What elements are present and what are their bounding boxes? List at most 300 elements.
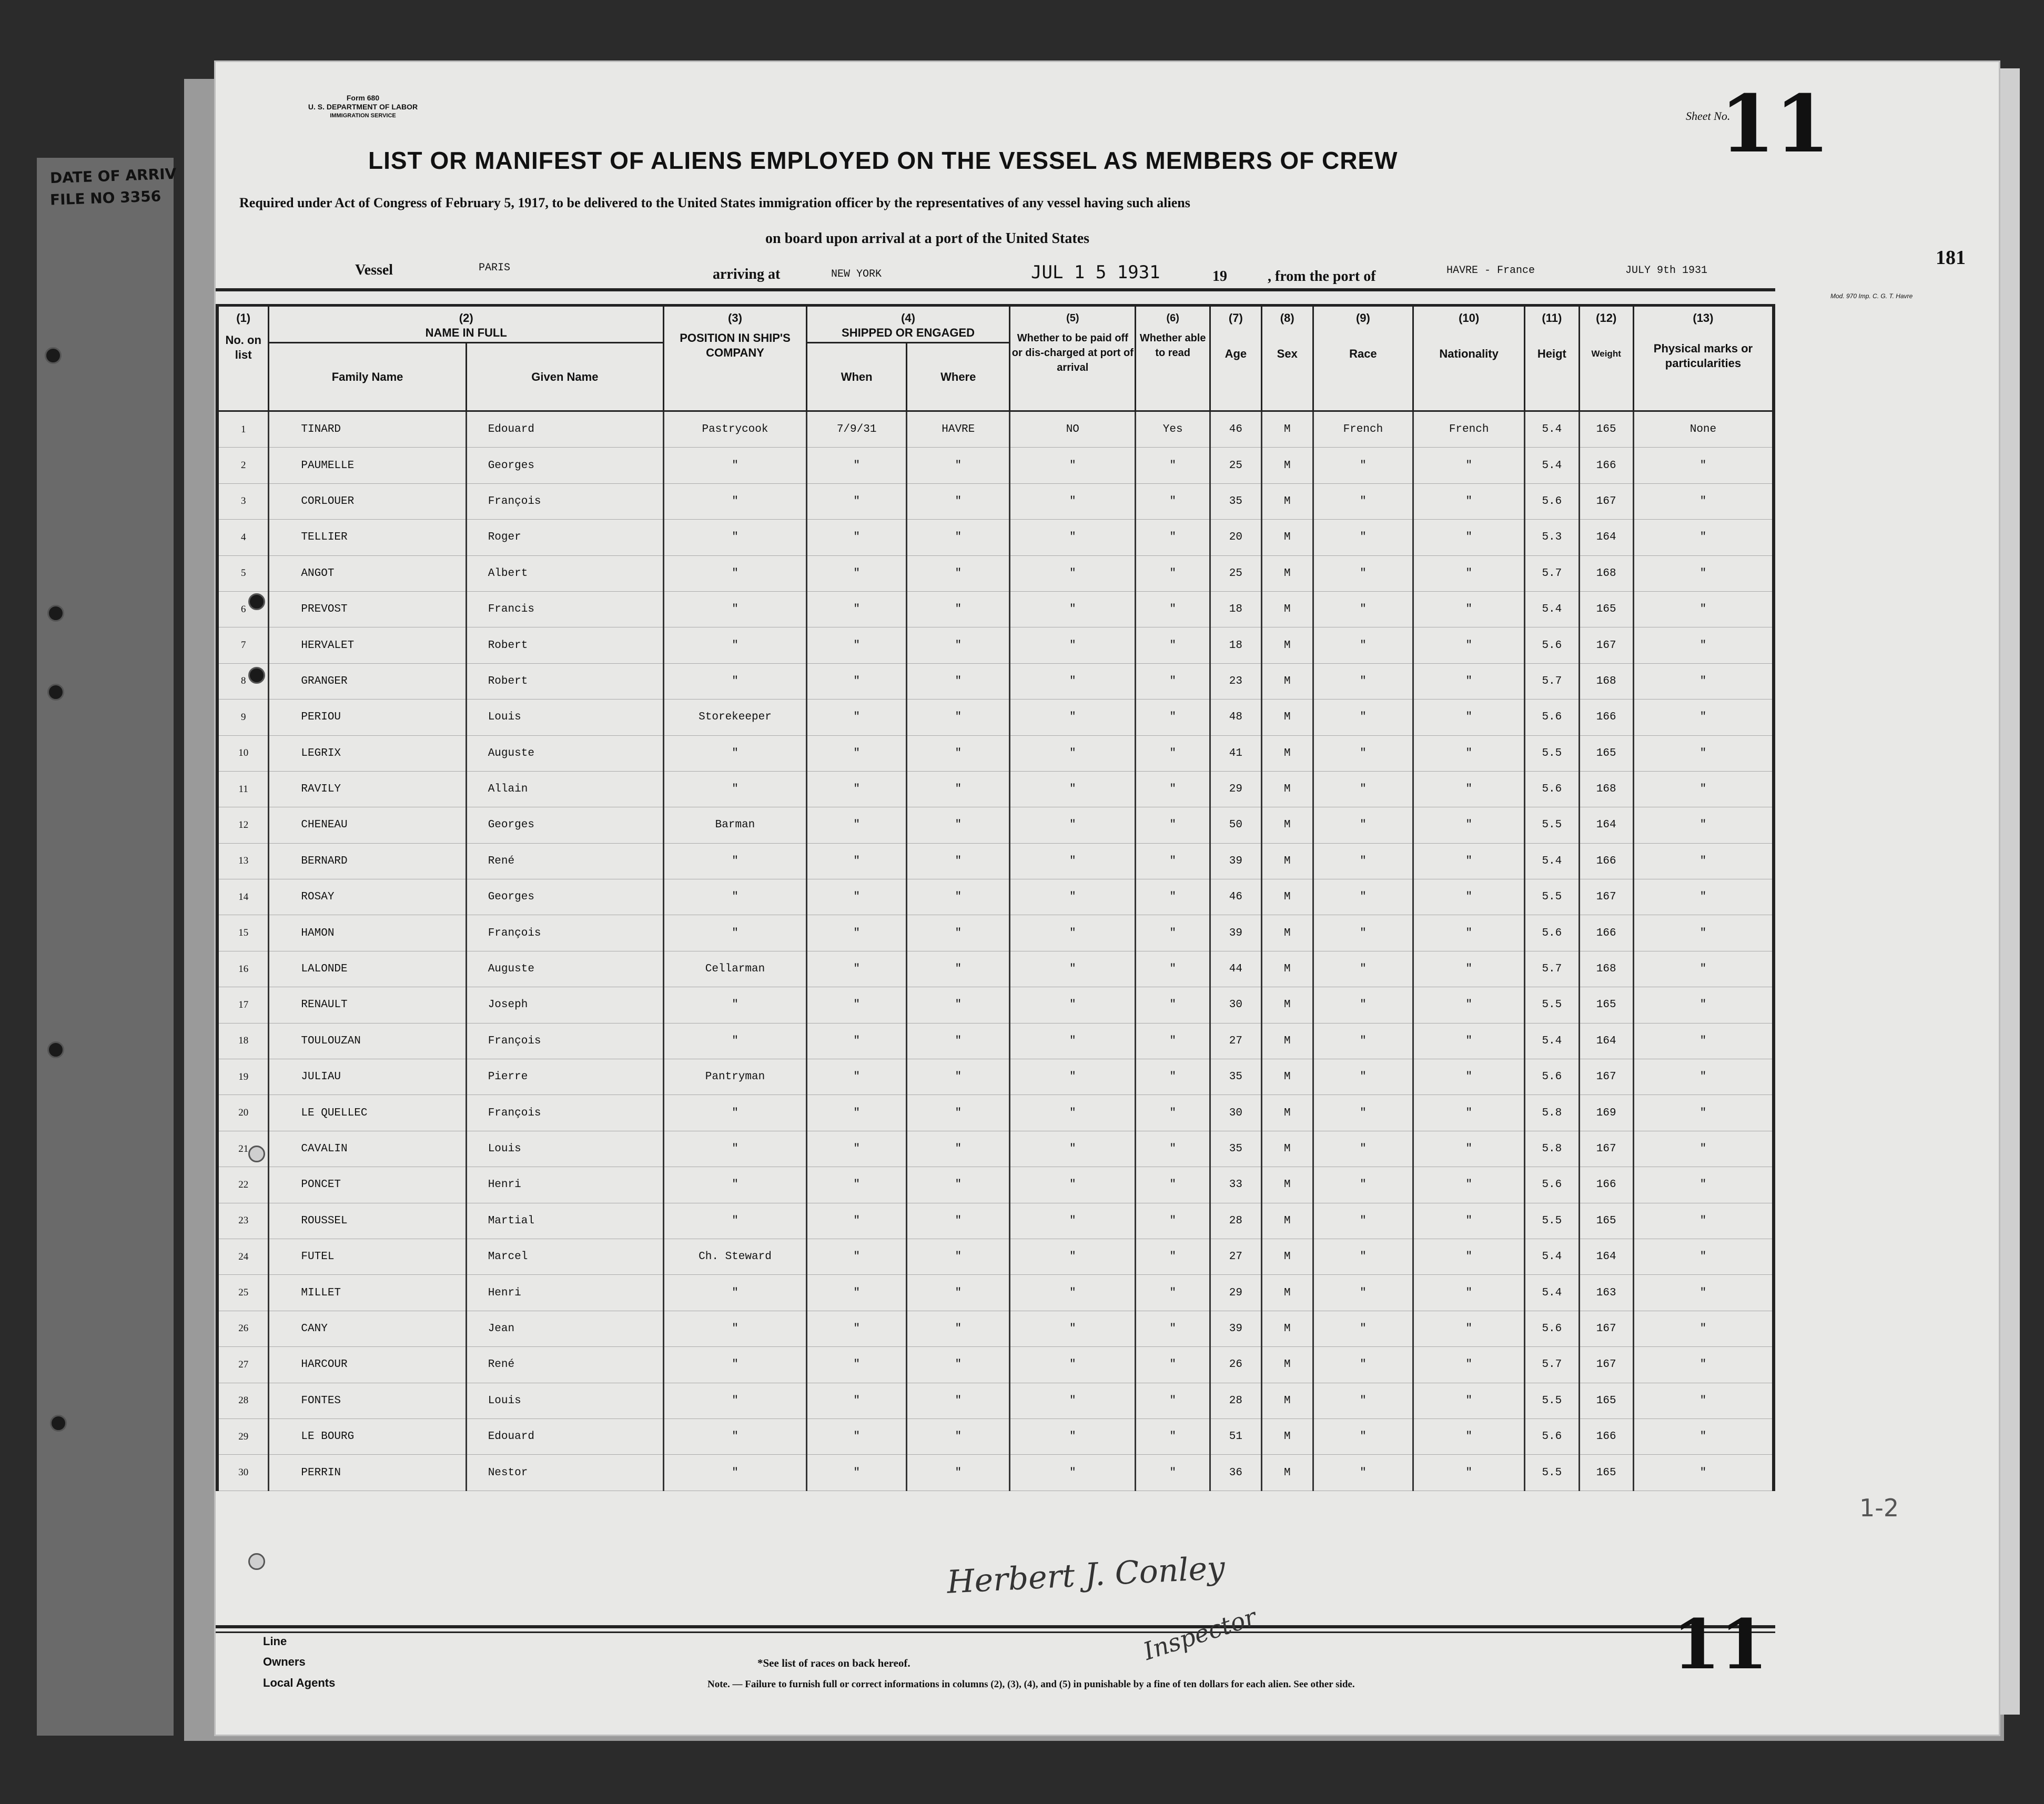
weight-cell: 169 xyxy=(1579,1095,1633,1131)
paid-off-cell: " xyxy=(1010,915,1136,951)
paid-off-cell: " xyxy=(1010,1311,1136,1346)
given-name-cell: Albert xyxy=(466,555,663,591)
paid-off-cell: NO xyxy=(1010,411,1136,448)
binder-hole xyxy=(50,1415,67,1432)
table-row xyxy=(217,520,1774,555)
height-cell: 5.5 xyxy=(1525,807,1579,843)
shipped-when-cell: " xyxy=(806,735,906,771)
shipped-when-cell: " xyxy=(806,1059,906,1095)
nationality-cell: French xyxy=(1413,411,1525,448)
race-cell: " xyxy=(1313,771,1413,807)
physical-marks-cell: " xyxy=(1633,735,1774,771)
physical-marks-cell: " xyxy=(1633,700,1774,735)
family-name-cell: PERIOU xyxy=(269,700,466,735)
position-cell: " xyxy=(664,735,807,771)
col-4-number: (4) xyxy=(901,311,915,325)
position-cell: " xyxy=(664,1275,807,1311)
race-cell: " xyxy=(1313,1311,1413,1346)
paid-off-cell: " xyxy=(1010,1455,1136,1491)
race-cell: " xyxy=(1313,663,1413,699)
position-cell: " xyxy=(664,483,807,519)
family-name-cell: TOULOUZAN xyxy=(269,1023,466,1059)
table-row xyxy=(217,555,1774,591)
family-name-cell: LEGRIX xyxy=(269,735,466,771)
able-to-read-cell: " xyxy=(1136,520,1210,555)
weight-cell: 164 xyxy=(1579,1023,1633,1059)
family-name-cell: FONTES xyxy=(269,1383,466,1418)
physical-marks-cell: " xyxy=(1633,1131,1774,1167)
shipped-where-cell: " xyxy=(907,663,1010,699)
family-name-cell: ANGOT xyxy=(269,555,466,591)
family-name-cell: LALONDE xyxy=(269,951,466,987)
position-cell: " xyxy=(664,591,807,627)
form-department: U. S. DEPARTMENT OF LABOR xyxy=(308,103,418,111)
race-cell: " xyxy=(1313,520,1413,555)
physical-marks-cell: " xyxy=(1633,1023,1774,1059)
given-name-cell: Allain xyxy=(466,771,663,807)
able-to-read-cell: " xyxy=(1136,1418,1210,1454)
weight-cell: 167 xyxy=(1579,879,1633,915)
col-5-label: Whether to be paid off or dis-charged at port of arrival xyxy=(1011,332,1134,373)
shipped-where-cell: " xyxy=(907,771,1010,807)
position-cell: " xyxy=(664,1347,807,1383)
sex-cell: M xyxy=(1261,771,1313,807)
able-to-read-cell: " xyxy=(1136,1167,1210,1203)
physical-marks-cell: " xyxy=(1633,663,1774,699)
height-cell: 5.5 xyxy=(1525,1455,1579,1491)
nationality-cell: " xyxy=(1413,448,1525,483)
physical-marks-cell: " xyxy=(1633,1383,1774,1418)
col-3-number: (3) xyxy=(728,311,742,325)
row-number-cell: 12 xyxy=(217,807,269,843)
shipped-where-cell: " xyxy=(907,520,1010,555)
sheet-number: 11 xyxy=(1720,78,1830,170)
paid-off-cell: " xyxy=(1010,735,1136,771)
table-row xyxy=(217,1383,1774,1418)
col-3-label: POSITION IN SHIP'S COMPANY xyxy=(680,331,791,359)
nationality-cell: " xyxy=(1413,807,1525,843)
col-11-label: Heigt xyxy=(1537,347,1566,360)
row-number-cell: 5 xyxy=(217,555,269,591)
able-to-read-cell: " xyxy=(1136,843,1210,879)
shipped-when-cell: " xyxy=(806,1383,906,1418)
weight-cell: 164 xyxy=(1579,1239,1633,1274)
table-row xyxy=(217,411,1774,448)
age-cell: 20 xyxy=(1210,520,1261,555)
binder-hole xyxy=(47,605,64,622)
table-row xyxy=(217,1203,1774,1239)
given-name-cell: Auguste xyxy=(466,951,663,987)
shipped-when-cell: " xyxy=(806,1347,906,1383)
nationality-cell: " xyxy=(1413,591,1525,627)
col-10-number: (10) xyxy=(1459,311,1480,325)
given-name-header: Given Name xyxy=(466,343,663,411)
height-cell: 5.7 xyxy=(1525,663,1579,699)
height-cell: 5.6 xyxy=(1525,1311,1579,1346)
age-cell: 26 xyxy=(1210,1347,1261,1383)
family-name-cell: JULIAU xyxy=(269,1059,466,1095)
weight-cell: 165 xyxy=(1579,735,1633,771)
nationality-cell: " xyxy=(1413,1418,1525,1454)
table-row xyxy=(217,1455,1774,1491)
given-name-cell: Edouard xyxy=(466,1418,663,1454)
weight-cell: 165 xyxy=(1579,1383,1633,1418)
height-cell: 5.4 xyxy=(1525,1275,1579,1311)
family-name-cell: HARCOUR xyxy=(269,1347,466,1383)
position-cell: Pastrycook xyxy=(664,411,807,448)
row-number-cell: 15 xyxy=(217,915,269,951)
sex-cell: M xyxy=(1261,843,1313,879)
shipped-where-cell: " xyxy=(907,1347,1010,1383)
row-number-cell: 21 xyxy=(217,1131,269,1167)
position-cell: " xyxy=(664,627,807,663)
subtitle-line-1: Required under Act of Congress of February 5, 1917, to be delivered to the United States immigration officer by the representatives of any vessel having such aliens xyxy=(239,195,1190,210)
weight-cell: 166 xyxy=(1579,1167,1633,1203)
weight-cell: 166 xyxy=(1579,843,1633,879)
col-11-header xyxy=(1525,306,1579,411)
weight-cell: 168 xyxy=(1579,951,1633,987)
row-number-cell: 28 xyxy=(217,1383,269,1418)
nationality-cell: " xyxy=(1413,879,1525,915)
position-cell: " xyxy=(664,987,807,1023)
able-to-read-cell: " xyxy=(1136,555,1210,591)
col-8-header xyxy=(1261,306,1313,411)
paid-off-cell: " xyxy=(1010,843,1136,879)
age-cell: 50 xyxy=(1210,807,1261,843)
height-cell: 5.6 xyxy=(1525,771,1579,807)
height-cell: 5.6 xyxy=(1525,1059,1579,1095)
sex-cell: M xyxy=(1261,1167,1313,1203)
height-cell: 5.4 xyxy=(1525,591,1579,627)
physical-marks-cell: " xyxy=(1633,1418,1774,1454)
shipped-where-cell: " xyxy=(907,1455,1010,1491)
able-to-read-cell: " xyxy=(1136,807,1210,843)
nationality-cell: " xyxy=(1413,1275,1525,1311)
sex-cell: M xyxy=(1261,448,1313,483)
family-name-cell: TELLIER xyxy=(269,520,466,555)
pencil-note: 1-2 xyxy=(1859,1494,1899,1522)
row-number-cell: 26 xyxy=(217,1311,269,1346)
sex-cell: M xyxy=(1261,1023,1313,1059)
age-cell: 46 xyxy=(1210,879,1261,915)
nationality-cell: " xyxy=(1413,1455,1525,1491)
table-row xyxy=(217,735,1774,771)
paid-off-cell: " xyxy=(1010,1167,1136,1203)
given-name-cell: Louis xyxy=(466,700,663,735)
position-cell: Cellarman xyxy=(664,951,807,987)
fine-note: Note. — Failure to furnish full or correct informations in columns (2), (3), (4), and (5) in punishable by a fine of ten dollars for each alien. See other side. xyxy=(707,1679,1355,1690)
physical-marks-cell: " xyxy=(1633,987,1774,1023)
weight-cell: 166 xyxy=(1579,1418,1633,1454)
family-name-cell: PERRIN xyxy=(269,1455,466,1491)
paid-off-cell: " xyxy=(1010,1275,1136,1311)
header-rule xyxy=(216,288,1775,291)
row-number-cell: 18 xyxy=(217,1023,269,1059)
nationality-cell: " xyxy=(1413,987,1525,1023)
age-cell: 18 xyxy=(1210,627,1261,663)
family-name-cell: PONCET xyxy=(269,1167,466,1203)
col-9-number: (9) xyxy=(1355,311,1370,325)
col-12-label: Weight xyxy=(1591,349,1621,359)
weight-cell: 167 xyxy=(1579,627,1633,663)
weight-cell: 165 xyxy=(1579,987,1633,1023)
weight-cell: 166 xyxy=(1579,700,1633,735)
nationality-cell: " xyxy=(1413,735,1525,771)
year-label: 19 xyxy=(1212,268,1227,285)
col-5-number: (5) xyxy=(1066,312,1079,324)
able-to-read-cell: " xyxy=(1136,663,1210,699)
sex-cell: M xyxy=(1261,807,1313,843)
age-cell: 25 xyxy=(1210,448,1261,483)
physical-marks-cell: " xyxy=(1633,1203,1774,1239)
table-row xyxy=(217,700,1774,735)
nationality-cell: " xyxy=(1413,627,1525,663)
shipped-where-cell: " xyxy=(907,807,1010,843)
able-to-read-cell: " xyxy=(1136,1023,1210,1059)
given-name-cell: Auguste xyxy=(466,735,663,771)
paid-off-cell: " xyxy=(1010,951,1136,987)
form-number: Form 680 xyxy=(346,94,380,102)
height-cell: 5.5 xyxy=(1525,1203,1579,1239)
col-4-label: SHIPPED OR ENGAGED xyxy=(842,326,975,339)
col-2-label: NAME IN FULL xyxy=(425,326,507,339)
shipped-when-cell: " xyxy=(806,879,906,915)
row-number-cell: 8 xyxy=(217,663,269,699)
able-to-read-cell: " xyxy=(1136,1095,1210,1131)
table-row xyxy=(217,1347,1774,1383)
given-name-cell: Martial xyxy=(466,1203,663,1239)
age-cell: 35 xyxy=(1210,1059,1261,1095)
table-row xyxy=(217,807,1774,843)
given-name-cell: Robert xyxy=(466,663,663,699)
age-cell: 25 xyxy=(1210,555,1261,591)
position-cell: " xyxy=(664,879,807,915)
given-name-cell: René xyxy=(466,843,663,879)
position-cell: " xyxy=(664,1131,807,1167)
able-to-read-cell: " xyxy=(1136,627,1210,663)
nationality-cell: " xyxy=(1413,1383,1525,1418)
col-6-number: (6) xyxy=(1166,312,1179,324)
age-cell: 39 xyxy=(1210,915,1261,951)
form-header xyxy=(300,94,426,120)
race-cell: " xyxy=(1313,1203,1413,1239)
shipped-when-cell: 7/9/31 xyxy=(806,411,906,448)
race-cell: " xyxy=(1313,915,1413,951)
binder-hole xyxy=(47,1041,64,1058)
sex-cell: M xyxy=(1261,951,1313,987)
shipped-when-cell: " xyxy=(806,1418,906,1454)
binder-hole xyxy=(45,347,62,364)
row-number-cell: 27 xyxy=(217,1347,269,1383)
weight-cell: 168 xyxy=(1579,555,1633,591)
col-6-label: Whether able to read xyxy=(1139,332,1206,359)
nationality-cell: " xyxy=(1413,843,1525,879)
nationality-cell: " xyxy=(1413,1023,1525,1059)
height-cell: 5.4 xyxy=(1525,1239,1579,1274)
position-cell: " xyxy=(664,1203,807,1239)
shipped-when-cell: " xyxy=(806,555,906,591)
paid-off-cell: " xyxy=(1010,1347,1136,1383)
age-cell: 39 xyxy=(1210,1311,1261,1346)
paid-off-cell: " xyxy=(1010,1383,1136,1418)
age-cell: 35 xyxy=(1210,483,1261,519)
race-cell: " xyxy=(1313,1023,1413,1059)
position-cell: " xyxy=(664,1023,807,1059)
binder-hole xyxy=(47,684,64,701)
height-cell: 5.6 xyxy=(1525,700,1579,735)
height-cell: 5.6 xyxy=(1525,1418,1579,1454)
paid-off-cell: " xyxy=(1010,987,1136,1023)
row-number-cell: 23 xyxy=(217,1203,269,1239)
vessel-label: Vessel xyxy=(355,262,393,278)
shipped-when-cell: " xyxy=(806,1311,906,1346)
able-to-read-cell: " xyxy=(1136,700,1210,735)
sex-cell: M xyxy=(1261,555,1313,591)
weight-cell: 165 xyxy=(1579,591,1633,627)
position-cell: Pantryman xyxy=(664,1059,807,1095)
given-name-cell: Georges xyxy=(466,807,663,843)
physical-marks-cell: " xyxy=(1633,771,1774,807)
family-name-cell: BERNARD xyxy=(269,843,466,879)
given-name-cell: Jean xyxy=(466,1311,663,1346)
shipped-where-cell: " xyxy=(907,555,1010,591)
shipped-where-cell: " xyxy=(907,700,1010,735)
col-9-label: Race xyxy=(1349,347,1377,360)
shipped-when-cell: " xyxy=(806,1275,906,1311)
shipped-where-cell: HAVRE xyxy=(907,411,1010,448)
position-cell: Storekeeper xyxy=(664,700,807,735)
given-name-cell: Marcel xyxy=(466,1239,663,1274)
weight-cell: 164 xyxy=(1579,520,1633,555)
race-cell: French xyxy=(1313,411,1413,448)
physical-marks-cell: " xyxy=(1633,915,1774,951)
inspector-title: Inspector xyxy=(1140,1603,1260,1666)
age-cell: 51 xyxy=(1210,1418,1261,1454)
races-note: *See list of races on back hereof. xyxy=(757,1657,910,1669)
line-label: Line xyxy=(263,1635,287,1648)
arriving-port: NEW YORK xyxy=(831,268,882,280)
sheet-number-bottom: 11 xyxy=(1673,1604,1768,1685)
shipped-where-cell: " xyxy=(907,1418,1010,1454)
age-cell: 35 xyxy=(1210,1131,1261,1167)
col-1-header xyxy=(217,306,269,411)
family-name-cell: CORLOUER xyxy=(269,483,466,519)
shipped-where-cell: " xyxy=(907,1239,1010,1274)
family-name-cell: CANY xyxy=(269,1311,466,1346)
table-row xyxy=(217,627,1774,663)
able-to-read-cell: " xyxy=(1136,1383,1210,1418)
given-name-cell: Joseph xyxy=(466,987,663,1023)
nationality-cell: " xyxy=(1413,1239,1525,1274)
shipped-when-cell: " xyxy=(806,1095,906,1131)
height-cell: 5.5 xyxy=(1525,987,1579,1023)
shipped-when-cell: " xyxy=(806,1203,906,1239)
family-name-cell: RAVILY xyxy=(269,771,466,807)
given-name-cell: Nestor xyxy=(466,1455,663,1491)
table-row xyxy=(217,1059,1774,1095)
table-row xyxy=(217,1167,1774,1203)
race-cell: " xyxy=(1313,555,1413,591)
given-name-cell: Louis xyxy=(466,1131,663,1167)
row-number-cell: 9 xyxy=(217,700,269,735)
given-name-cell: Louis xyxy=(466,1383,663,1418)
physical-marks-cell: " xyxy=(1633,1059,1774,1095)
shipped-when-cell: " xyxy=(806,1239,906,1274)
sex-cell: M xyxy=(1261,663,1313,699)
weight-cell: 167 xyxy=(1579,1131,1633,1167)
able-to-read-cell: " xyxy=(1136,1311,1210,1346)
vessel-name: PARIS xyxy=(479,262,511,274)
row-number-cell: 11 xyxy=(217,771,269,807)
mod-note: Mod. 970 Imp. C. G. T. Havre xyxy=(1830,292,1913,300)
col-2-number: (2) xyxy=(459,311,473,325)
height-cell: 5.4 xyxy=(1525,1023,1579,1059)
age-cell: 27 xyxy=(1210,1023,1261,1059)
age-cell: 28 xyxy=(1210,1383,1261,1418)
table-row xyxy=(217,663,1774,699)
crew-rows xyxy=(217,411,1774,1491)
col-12-header xyxy=(1579,306,1633,411)
able-to-read-cell: " xyxy=(1136,951,1210,987)
race-cell: " xyxy=(1313,1131,1413,1167)
race-cell: " xyxy=(1313,879,1413,915)
weight-cell: 167 xyxy=(1579,1311,1633,1346)
shipped-when-cell: " xyxy=(806,1167,906,1203)
shipped-where-cell: " xyxy=(907,1059,1010,1095)
sex-cell: M xyxy=(1261,520,1313,555)
family-name-cell: LE QUELLEC xyxy=(269,1095,466,1131)
paid-off-cell: " xyxy=(1010,1023,1136,1059)
paid-off-cell: " xyxy=(1010,1418,1136,1454)
sex-cell: M xyxy=(1261,915,1313,951)
shipped-when-cell: " xyxy=(806,700,906,735)
weight-cell: 166 xyxy=(1579,915,1633,951)
able-to-read-cell: " xyxy=(1136,1131,1210,1167)
position-cell: " xyxy=(664,1383,807,1418)
col-13-header xyxy=(1633,306,1774,411)
height-cell: 5.7 xyxy=(1525,1347,1579,1383)
given-name-cell: Edouard xyxy=(466,411,663,448)
family-name-cell: HERVALET xyxy=(269,627,466,663)
race-cell: " xyxy=(1313,735,1413,771)
weight-cell: 168 xyxy=(1579,663,1633,699)
race-cell: " xyxy=(1313,1347,1413,1383)
shipped-when-cell: " xyxy=(806,1023,906,1059)
sex-cell: M xyxy=(1261,627,1313,663)
physical-marks-cell: " xyxy=(1633,448,1774,483)
paid-off-cell: " xyxy=(1010,807,1136,843)
row-number-cell: 22 xyxy=(217,1167,269,1203)
family-name-cell: TINARD xyxy=(269,411,466,448)
age-cell: 33 xyxy=(1210,1167,1261,1203)
physical-marks-cell: " xyxy=(1633,1095,1774,1131)
col-4-header xyxy=(806,306,1009,343)
departure-date: JULY 9th 1931 xyxy=(1625,265,1708,277)
position-cell: " xyxy=(664,520,807,555)
able-to-read-cell: " xyxy=(1136,1275,1210,1311)
owners-label: Owners xyxy=(263,1655,306,1668)
sex-cell: M xyxy=(1261,483,1313,519)
physical-marks-cell: " xyxy=(1633,520,1774,555)
race-cell: " xyxy=(1313,843,1413,879)
col-9-header xyxy=(1313,306,1413,411)
paid-off-cell: " xyxy=(1010,555,1136,591)
family-name-cell: ROUSSEL xyxy=(269,1203,466,1239)
shipped-when-cell: " xyxy=(806,915,906,951)
row-number-cell: 7 xyxy=(217,627,269,663)
height-cell: 5.5 xyxy=(1525,1383,1579,1418)
shipped-where-cell: " xyxy=(907,1383,1010,1418)
